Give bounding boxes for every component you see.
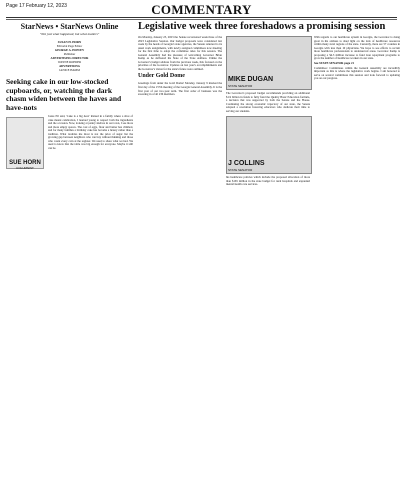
column-body-wrap bbox=[6, 114, 133, 171]
article-body-b: Committee: Committees within the General Assembly are incredibly important as this is where the legislative work begins. I am honored to serve on several committees this session and look forward to updating you on our progress. bbox=[314, 65, 400, 81]
writer-name: J COLLINS bbox=[228, 160, 265, 168]
writer-photo bbox=[226, 116, 312, 174]
column-headline: Seeking cake in our low-stocked cupboards, or, watching the dark chasm widen between the haves and have-nots bbox=[6, 77, 122, 112]
article-column-4 bbox=[314, 36, 400, 81]
writer-title: STATE SENATOR bbox=[228, 168, 253, 173]
staff-role: ADVERTISING DIRECTOR bbox=[50, 56, 89, 60]
writer-title: STATE SENATOR bbox=[228, 84, 253, 88]
main-headline: Legislative week three foreshadows a promising session bbox=[138, 21, 386, 32]
staff-role: Editorial Page Editor bbox=[56, 44, 83, 48]
author-photo bbox=[6, 117, 44, 169]
page-number: Page 17 February 12, 2023 bbox=[6, 3, 67, 9]
staff-list bbox=[6, 40, 133, 72]
article-body: The Governor's proposed budget recommends providing an additional $1.9 billion in funds to fully fund the Quality Basic Education formula, a decision that was supported by both the Senate and the House. Continuing the strong economic trajectory of our state, the Senate adopted a resolution honoring educators who dedicate their time to serving our students. bbox=[226, 91, 310, 113]
article-subhead: Under Gold Dome bbox=[138, 73, 185, 80]
writer-photo bbox=[226, 36, 312, 90]
staff-name: JANICE HAMM bbox=[59, 68, 80, 72]
staff-role: ADVERTISING bbox=[58, 64, 81, 68]
author-title: COLUMNIST bbox=[16, 166, 34, 171]
staff-name: GEORGE A. HOWEY bbox=[54, 48, 85, 52]
article-column-3 bbox=[226, 36, 310, 187]
writer-name: MIKE DUGAN bbox=[228, 76, 274, 83]
article-column-2 bbox=[138, 36, 222, 97]
column-body: Jonas Ell said, 'Cake is a big deal.' Raised in a family where a slice of cake meant celebration, I learned young to respect both the ingredients and the occasion. Now, looking at pantry shelves in our town, I see more and more empty spaces. The cost of eggs, flour and butter has climbed, and for many families a birthday cake has become a luxury rather than a tradition. What troubles me most is not the price of sugar but the growing gap between neighbors who can buy without thinking and those who count every coin at the register. We used to share what we had. We used to know that the table was big enough for everyone. Maybe it still can be. bbox=[48, 114, 133, 150]
header-rule bbox=[6, 17, 397, 18]
article-body-b: Greetings from under the Gold Dome! Monday, January 9 marked the first day of the 157th meeting of the Georgia General Assembly. It is the first year of our two-year term. The first order of business was the swearing in of all 236 members. bbox=[138, 81, 222, 97]
author-name: SUE HORN bbox=[9, 160, 41, 167]
continuation-note: See STATE SENATOR page 21 bbox=[314, 60, 354, 65]
article-body-b: his healthcare policies which include the proposed allocation of more than $165 million in the state budget for rural hospitals and expanded mental health care services. bbox=[226, 175, 310, 187]
staff-name: SUSAN H. HORN bbox=[57, 40, 82, 44]
masthead-tagline: "Not just what happened, but what matters" bbox=[39, 32, 100, 36]
article-body: With regards to our healthcare system in Georgia, the Governor is doing great in his address to shed light on the lack of healthcare resources within many rural regions of the state. Currently, there are 57 counties in Georgia with less than 10 physicians. We hope to see efforts to recruit more healthcare professionals to underserved areas. Governor Kemp is proposing a $4.3 million increase to fund loan repayment programs to grow the number of healthcare workers in our state. bbox=[314, 35, 400, 61]
left-column bbox=[6, 22, 133, 171]
masthead-name: StarNews • StarNews Online bbox=[20, 22, 119, 31]
staff-role: Publisher bbox=[63, 52, 76, 56]
header-rule-thin bbox=[6, 19, 397, 20]
section-title: COMMENTARY bbox=[151, 2, 252, 17]
staff-name: WAYNE ROEDER bbox=[57, 60, 82, 64]
article-body: On Monday, January 23, 2023 the Senate reconvened week three of the 2023 Legislative Session. Our budget proposals were considered last week by the heads of Georgia's state agencies, the Senate returned to its usual work assignments, with newly assigned committees now meeting for the first time to adopt the committee rules for this session. The General Assembly had the pleasure of welcoming Governor Brian Kemp as he delivered his State of the State Address. Unlike the Governor's budget address from the previous week, this focused on the priorities of the Governor. Updates on last year's accomplishments and the Governor's vision for the state's future were outlined. bbox=[138, 35, 222, 71]
